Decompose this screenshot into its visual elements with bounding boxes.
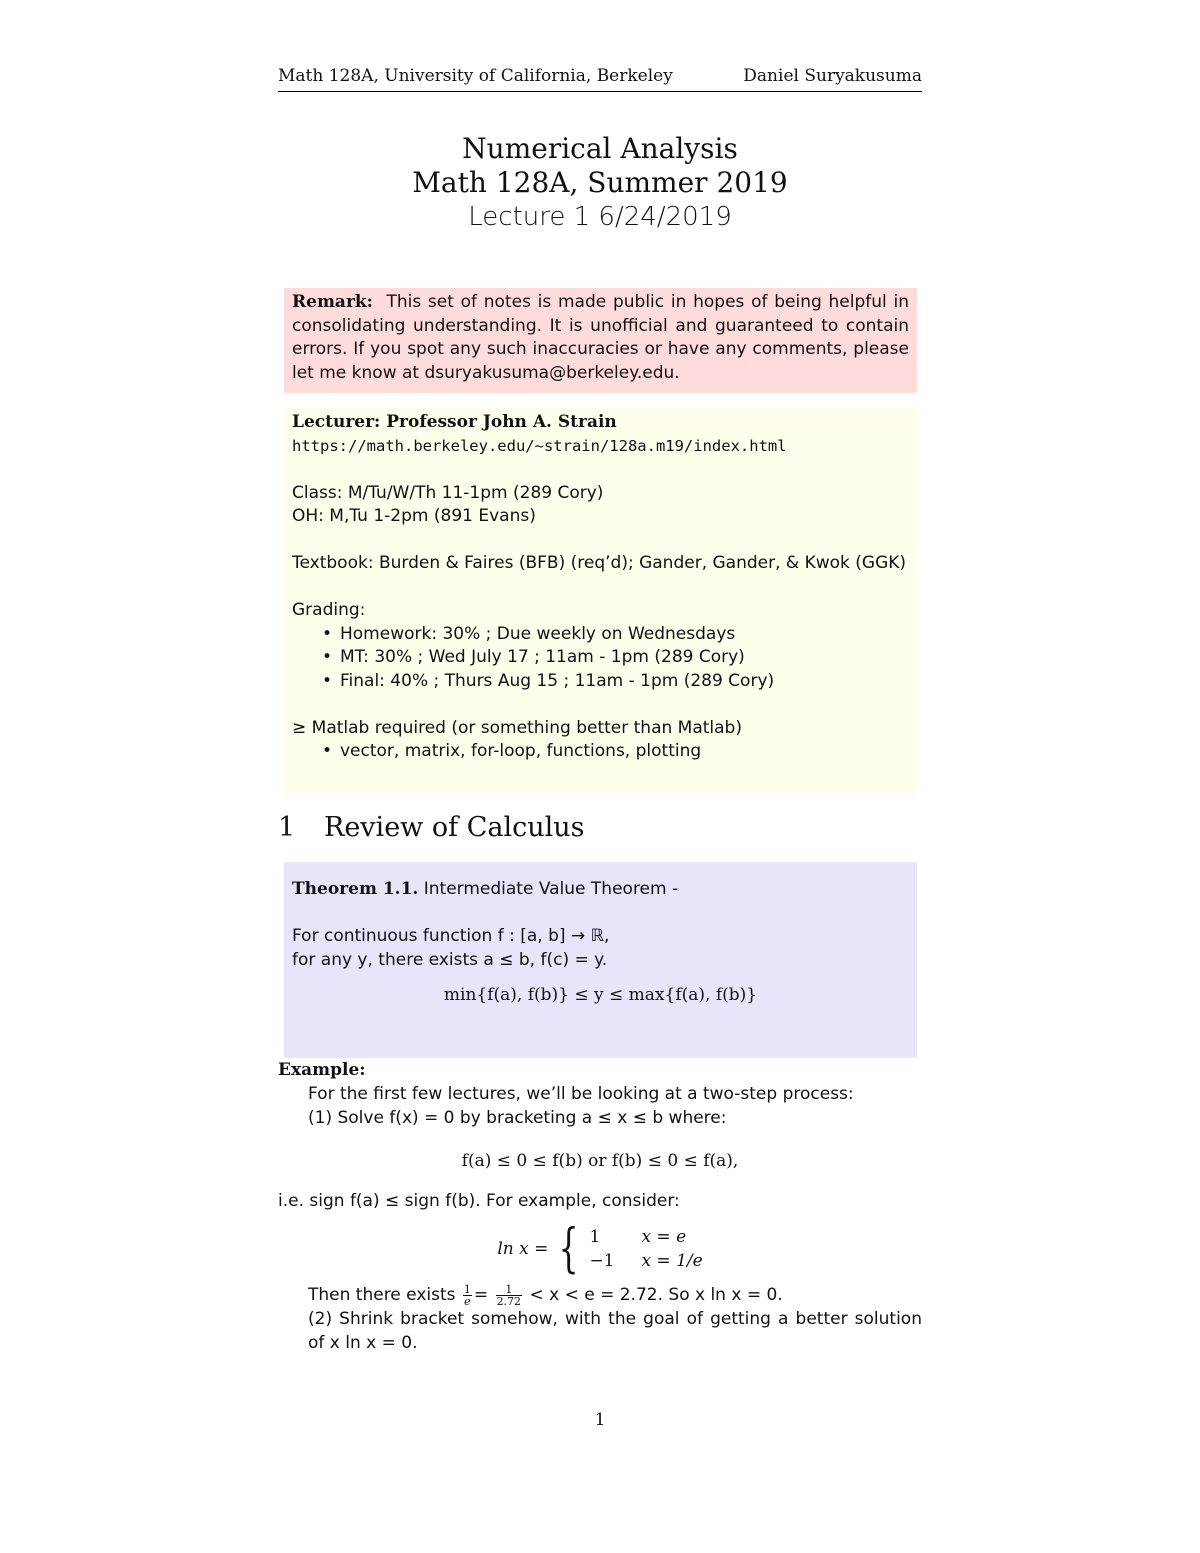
example-line-4: Then there exists $\frac{1}{e}$ = $\frac{1}{2.72}$ < x < e = 2.72. So x ln x = 0.: [308, 1282, 783, 1308]
theorem-line-2: for any y, there exists a ≤ b, f(c) = y.: [292, 949, 608, 970]
lecturer-line: Lecturer: Professor John A. Strain: [292, 412, 617, 432]
office-hours: OH: M,Tu 1-2pm (891 Evans): [292, 506, 536, 526]
grading-item-final: • Final: 40% ; Thurs Aug 15 ; 11am - 1pm (289 Cory): [320, 670, 909, 694]
theorem-name: Intermediate Value Theorem -: [423, 879, 679, 899]
header-rule: [278, 91, 922, 92]
grading-item-homework: • Homework: 30% ; Due weekly on Wednesdays: [320, 623, 909, 647]
piecewise-lhs: ln x =: [497, 1239, 549, 1259]
theorem-line-1: For continuous function f : [a, b] → ℝ,: [292, 926, 610, 946]
remark-box: [284, 288, 917, 393]
theorem-display-equation: min{f(a), f(b)} ≤ y ≤ max{f(a), f(b)}: [443, 985, 758, 1005]
example-line-1: For the first few lectures, we’ll be looking at a two-step process:: [308, 1084, 854, 1104]
header-author: Daniel Suryakusuma: [743, 66, 922, 86]
bracket-condition-equation: f(a) ≤ 0 ≤ f(b) or f(b) ≤ 0 ≤ f(a),: [461, 1151, 739, 1171]
theorem-box: [284, 862, 917, 1058]
course-info-box: [284, 408, 917, 794]
section-heading: [278, 812, 584, 843]
matlab-requirement: ≥ Matlab required (or something better than Matlab): [292, 717, 742, 738]
title-lecture: Lecture 1 6/24/2019: [468, 202, 732, 232]
grading-label: Grading:: [292, 600, 366, 620]
piecewise-case-2: −1 x = 1/e: [589, 1251, 703, 1271]
fraction-one-over-272: $\frac{1}{2.72}$: [496, 1282, 522, 1308]
title-block: [278, 132, 922, 234]
remark-label: Remark:: [292, 292, 373, 312]
piecewise-equation: [278, 1219, 922, 1279]
example-line-2: (1) Solve f(x) = 0 by bracketing a ≤ x ≤ b where:: [308, 1108, 727, 1128]
matlab-item: • vector, matrix, for-loop, functions, plotting: [320, 740, 909, 764]
title-subject: Numerical Analysis: [462, 132, 738, 165]
page-number: 1: [594, 1410, 606, 1430]
section-title: Review of Calculus: [324, 812, 585, 843]
header-course: Math 128A, University of California, Berkeley: [278, 66, 673, 86]
section-number: 1: [278, 812, 296, 843]
theorem-label: Theorem 1.1.: [292, 879, 419, 899]
example-block: [278, 1058, 922, 1355]
remark-text: This set of notes is made public in hopes of being helpful in consolidating understanding. It is unofficial and guaranteed to contain errors. If you spot any such inaccuracies or have any comments, please let me know at dsuryakusuma@berkeley.edu.: [292, 292, 909, 383]
example-label: Example:: [278, 1060, 366, 1080]
textbook-line: Textbook: Burden & Faires (BFB) (req’d); Gander, Gander, & Kwok (GGK): [292, 553, 907, 573]
left-brace-icon: {: [558, 1219, 579, 1279]
fraction-one-over-e: $\frac{1}{e}$: [463, 1282, 471, 1308]
class-schedule: Class: M/Tu/W/Th 11-1pm (289 Cory): [292, 482, 604, 503]
grading-item-midterm: • MT: 30% ; Wed July 17 ; 11am - 1pm (289 Cory): [320, 646, 909, 670]
piecewise-case-1: 1 x = e: [589, 1227, 687, 1247]
example-line-3: i.e. sign f(a) ≤ sign f(b). For example, consider:: [278, 1191, 680, 1211]
matlab-list: [292, 740, 909, 764]
title-course: Math 128A, Summer 2019: [412, 166, 788, 199]
example-line-5: (2) Shrink bracket somehow, with the goal of getting a better solution of x ln x = 0.: [308, 1309, 922, 1353]
course-url-link[interactable]: https://math.berkeley.edu/~strain/128a.m19/index.html: [292, 436, 787, 455]
grading-list: [292, 623, 909, 694]
